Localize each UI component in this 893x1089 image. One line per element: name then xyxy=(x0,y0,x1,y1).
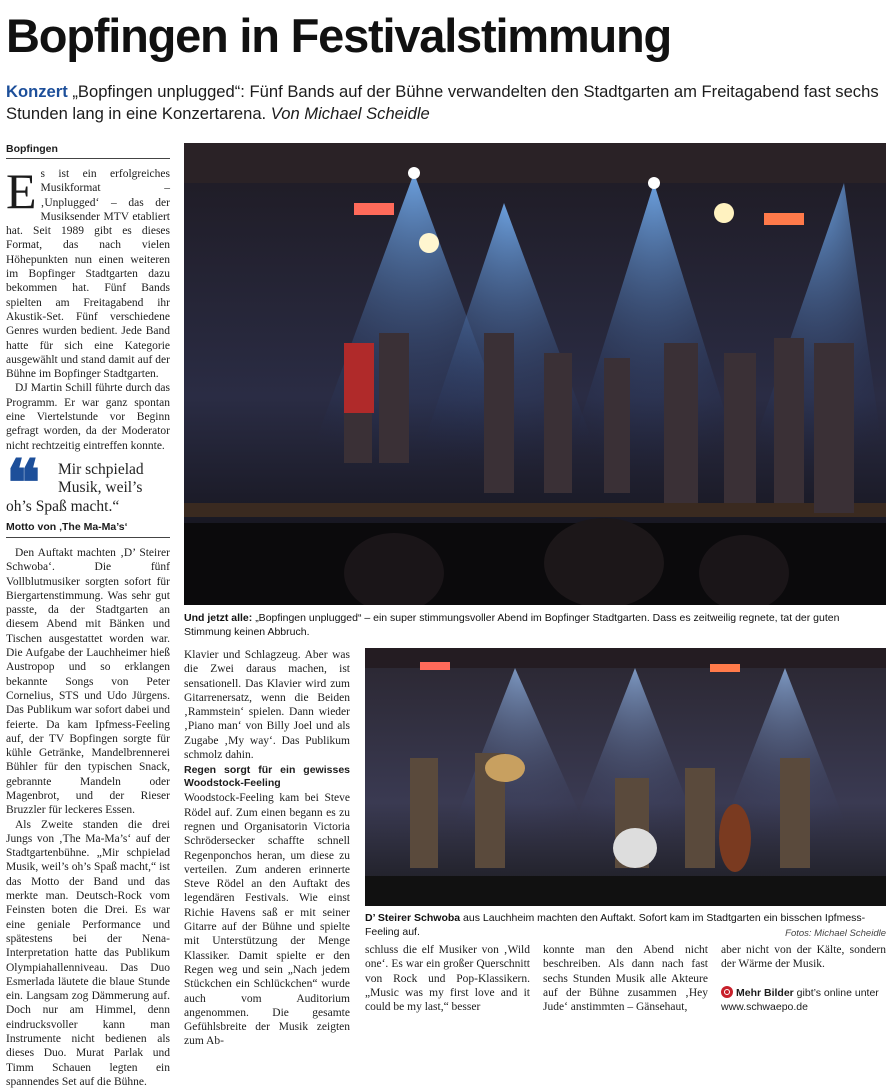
main-photo-caption xyxy=(184,611,886,639)
quote-line-1: Mir schpielad Musik, weil’s xyxy=(58,460,144,497)
article-body-col2 xyxy=(184,648,350,1049)
caption-lead: D’ Steirer Schwoba xyxy=(365,912,461,924)
paragraph: Als Zweite standen die drei Jungs von ‚The Ma-Ma’s‘ auf der Stadtgartenbühne. „Mir schpielad Musik, weil’s oh’s Spaß macht,“ ist das Motto der Band und das merkte man. Deutsch-Rock vom Feinsten boten die Drei. Es war eine geniale Performance und spätestens bei der Nena-Interpretation hatte das Publikum Olympiahallenniveau. Das Duo Esmerlada läutete die blaue Stunde ein. Langsam zog Dämmerung auf. Doch nur am Himmel, denn eindrucksvoller kann man Instrumente nicht bedienen als dieses Duo. Murat Parlak und Timm Schauen legten ein spannendes Set auf die Bühne. xyxy=(6,818,170,1088)
paragraph: Klavier und Schlagzeug. Aber was die Zwei daraus machen, ist sensationell. Das Klavier wird zum Gitarrenersatz, wenn die Beiden ‚Rammstein‘ spielen. Dann wieder ‚Piano man‘ von Billy Joel und als Zugabe ‚My way‘. Das Publikum schmolz dahin. xyxy=(184,649,350,762)
caption-text: aus Lauchheim machten den Auftakt. Sofort kam im Stadtgarten ein bisschen Ipfmess-Feeling auf. xyxy=(365,912,866,938)
paragraph: aber nicht von der Kälte, sondern der Wärme der Musik. xyxy=(721,944,886,971)
paragraph: Woodstock-Feeling kam bei Steve Rödel auf. Zum einen begann es zu regnen und Organisatorin Victoria Schrödersecker schaffte schnell Regenponchos heran, um diese zu verteilen. Zum anderen erinnerte Steve Rödel an den Auftakt des legendären Festivals. Wie einst Richie Havens saß er mit seiner Gitarre auf der Bühne und spielte mit Unterstützung der Menge Klassiker. Damit spielte er den Regen weg und sein „Nach jedem Stückchen ein Schlückchen“ wurde auch vom Auditorium angenommen. Die gesamte Gefühlsbreite der Musik zeigten zum Ab- xyxy=(184,792,350,1048)
paragraph: Den Auftakt machten ‚D’ Steirer Schwoba‘. Die fünf Vollblutmusiker sorgten sofort für Biergartenstimmung. Was sehr gut passte, da der Stadtgarten an diesem Abend mit Bänken und Tischen ausgestattet worden war. Die Aufgabe der Lauchheimer hieß Austropop und so erklangen bekannte Songs von Peter Cornelius, STS und Udo Jürgens. Das Publikum war sofort dabei und feierte. Da kam Ipfmess-Feeling auf, der TV Bopfingen sorgte für kühle Getränke, Mandelbrennerei Bühler für den typischen Snack, gebrannte Mandeln oder Magenbrot, und der Rieser Bruzzler für leckeres Essen. xyxy=(6,546,170,817)
article-column-3: schluss die elf Musiker von ‚Wild one‘. Es war ein großer Querschnitt von Rock und Pop-Klassikern. „Music was my first love and it could be my last,“ besser xyxy=(365,944,530,1014)
dateline: Bopfingen xyxy=(6,143,170,159)
teaser-kicker: Konzert xyxy=(6,82,68,101)
more-photos-note xyxy=(721,986,886,1014)
quote-attribution: Motto von ‚The Ma-Ma’s‘ xyxy=(6,517,170,538)
quote-mark-icon: ❝ xyxy=(6,446,37,519)
article-body-intro xyxy=(6,163,170,453)
article-column-2 xyxy=(184,648,350,1049)
teaser xyxy=(6,81,886,125)
photo-credit: Fotos: Michael Scheidle xyxy=(785,928,886,939)
second-photo xyxy=(365,648,886,906)
dropcap: E xyxy=(6,163,37,219)
quote-line-2: oh’s Spaß macht.“ xyxy=(6,497,120,515)
band-stage-image xyxy=(365,648,886,906)
pull-quote xyxy=(6,446,170,519)
subheading: Regen sorgt für ein gewisses Woodstock-Feeling xyxy=(184,764,350,790)
main-photo xyxy=(184,143,886,605)
web-icon xyxy=(721,986,733,998)
article-column-4: konnte man den Abend nicht beschreiben. Als dann nach fast sechs Stunden Musik alle Akteure auf der Bühne zusammen ‚Hey Jude‘ anstimmten – Gänsehaut, xyxy=(543,944,708,1014)
teaser-text: „Bopfingen unplugged“: Fünf Bands auf der Bühne verwandelten den Stadtgarten am Freitagabend fast sechs Stunden lang in eine Konzertarena. xyxy=(6,82,879,123)
article-column-1 xyxy=(6,143,170,1089)
headline: Bopfingen in Festivalstimmung xyxy=(6,9,672,62)
teaser-author: Von Michael Scheidle xyxy=(270,104,430,123)
caption-text: „Bopfingen unplugged“ – ein super stimmungsvoller Abend im Bopfinger Stadtgarten. Dass es zeitweilig regnete, tat der guten Stimmung keinen Abbruch. xyxy=(184,612,840,638)
paragraph: DJ Martin Schill führte durch das Programm. Er war ganz spontan eine Viertelstunde vor Beginn gefragt worden, da der Moderator nicht rechtzeitig eintreffen konnte. xyxy=(6,382,170,452)
more-photos-text: gibt’s online unter xyxy=(793,986,879,999)
paragraph: s ist ein erfolgreiches Musikformat – ‚Unplugged‘ – das der Musiksender MTV etabliert hat. Seit 1989 gibt es dieses Format, das nach vielen Höhepunkten nun einen weiteren im Bopfinger Stadtgarten dazu bekommen hat. Fünf Bands spielten am Freitagabend ihr Akustik-Set. Fünf verschiedene Genres wurden bedient. Jede Band hatte für sich eine Kategorie ausgewählt und stand damit auf der Bühne im Bopfinger Stadtgarten. xyxy=(6,168,170,381)
article-body-main xyxy=(6,546,170,1089)
website-link[interactable]: www.schwaepo.de xyxy=(721,1000,808,1013)
more-photos-label: Mehr Bilder xyxy=(736,986,794,999)
concert-stage-image xyxy=(184,143,886,605)
article-column-5 xyxy=(721,943,886,1014)
caption-lead: Und jetzt alle: xyxy=(184,612,256,624)
